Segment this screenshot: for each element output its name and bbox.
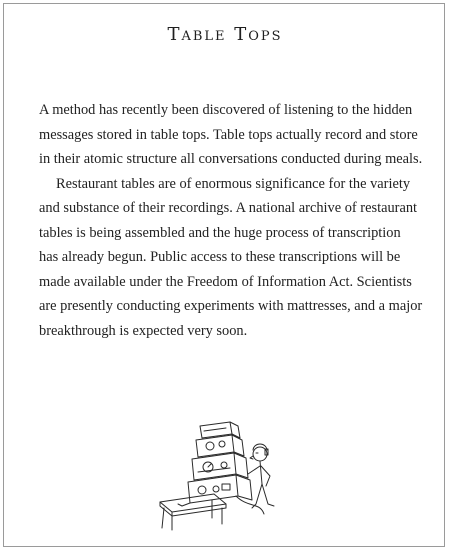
page-title: Table Tops <box>167 24 283 45</box>
page-frame <box>3 3 445 547</box>
body-text <box>39 98 423 343</box>
paragraph-1: A method has recently been discovered of listening to the hidden messages stored in table tops. Table tops actually record and store in their atomic structure all conversations conducted during meals. <box>39 102 423 167</box>
machine-drawing-icon <box>152 404 302 532</box>
illustration-drawing <box>152 404 302 532</box>
paragraph-2: Restaurant tables are of enormous significance for the variety and substance of their recordings. A national archive of restaurant tables is being assembled and the huge process of transcription has already begun. Public access to these transcriptions will be made available under the Freedom of Information Act. Scientists are presently conducting experiments with mattresses, and a major breakthrough is expected very soon. <box>39 175 423 339</box>
